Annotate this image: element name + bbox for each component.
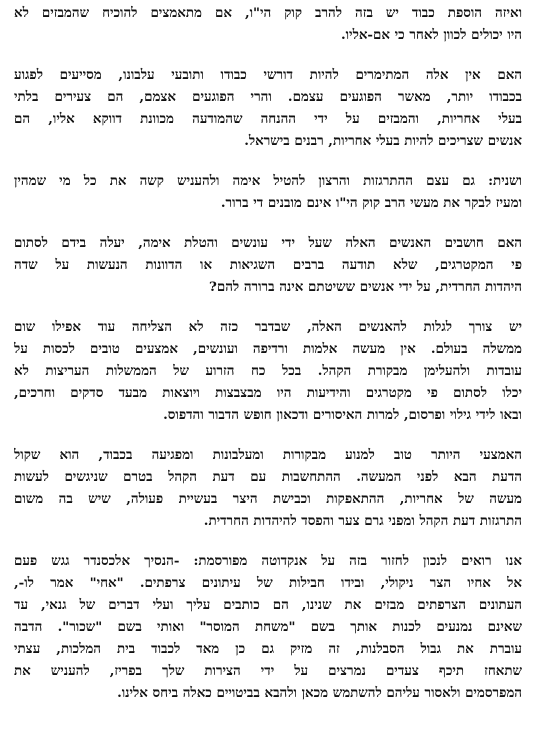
text-line: יש צורך לגלות להאנשים האלה, שבדבר כזה לא הצליחה עוד אפילו שום xyxy=(14,319,522,335)
text-line: פי המקטרגים, שלא תודעה ברבים השגיאות או הדוונות הנעשות על שדה xyxy=(14,257,522,273)
text-line: האם אין אלה המתימרים להיות דורשי כבודו ותובעי עלבונו, מסייעים לפגוע xyxy=(14,67,522,83)
text-line: בכבודו יותר, מאשר הפוגעים עצמם. והרי הפוגעים אצמם, הם צעירים בלתי xyxy=(14,89,522,105)
text-line: התרגזות דעת הקהל ומפני גרם צער והפסד להיהדות החרדית. xyxy=(203,513,522,529)
text-line: ואיזה הוספת כבוד יש בזה להרב קוק הי"ו, אם מתאמצים להוכיח שהמבזים לא xyxy=(14,5,522,21)
text-line: אל אחיו הצר ניקולי, ובידו חבילות של עיתונים צרפתים. "אחי" אמר לו-, xyxy=(14,575,522,591)
text-line: בעלי אחריות, והמבזים על ידי ההנחה שהמודעה מכוונת דווקא אליו, הם xyxy=(14,111,522,127)
text-line: ושנית: גם עצם ההתרגזות והרצון להטיל אימה ולהעניש קשה את כל מי שמהין xyxy=(14,173,522,189)
paragraph-4 xyxy=(14,232,522,298)
text-line: שתאחז תיכף צעדים נמרצים על ידי הצירות שלך בפריז, להעניש את xyxy=(14,663,522,679)
text-line: האם חושבים האנשים האלה שעל ידי עונשים והטלת אימה, יעלה בידם לסתום xyxy=(14,235,522,251)
text-line: היהדות החרדית, על ידי אנשים ששיטתם אינה ברורה להם? xyxy=(209,279,522,295)
text-line: מעשה של אחריות, ההתאפקות וכבישת היצר בעשיית פעולה, שיש בה משום xyxy=(14,491,522,507)
text-line: עובדות ולהעלימן מבקורת הקהל. בכל כח הזרוע של הממשלות העריצות לא xyxy=(14,363,522,379)
paragraph-7 xyxy=(14,550,522,704)
text-line: ומעיז לבקר את מעשי הרב קוק הי"ו אינם מובנים די ברור. xyxy=(220,195,522,211)
text-line: ובאו לידי גילוי ופרסום, למרות האיסורים ודכאון חופש הדבור והדפוס. xyxy=(163,407,522,423)
text-line: יכלו לסתום פי מקטרגים והידיעות היו מבצבצות ויוצאות מבעד סדקים וחרכים, xyxy=(14,385,522,401)
paragraph-1 xyxy=(14,2,522,46)
text-line: היו יכולים לכוון לאחר כי אם-אליו. xyxy=(340,27,522,43)
paragraph-3 xyxy=(14,170,522,214)
text-line: העתונים הצרפתים מבזים את שנינו, הם כותבים עליך ועלי דברים של גנאי, עד xyxy=(14,597,522,613)
text-line: המפרסמים ולאסור עליהם להשתמש מכאן ולהבא בביטויים כאלה ביחס אלינו. xyxy=(117,685,522,701)
paragraph-6 xyxy=(14,444,522,532)
paragraph-2 xyxy=(14,64,522,152)
text-line: האמצעי היותר טוב למנוע מבקורות ומעלבונות ומפגיעה בכבוד, הוא שקול xyxy=(14,447,522,463)
text-line: אנשים שצריכים להיות בעלי אחריות, רבנים בישראל. xyxy=(244,133,522,149)
paragraph-5 xyxy=(14,316,522,426)
text-line: הדעת הבא לפני המעשה. ההתחשבות עם דעת הקהל בטרם שניגשים לעשות xyxy=(14,469,522,485)
text-line: ממשלה בעולם. אין מעשה אלמות ורדיפה ועונשים, אמצעים טובים לכסות על xyxy=(14,341,522,357)
text-line: עוברת את גבול הסבלנות, זה מזיק גם כן מאד לכבוד בית המלכות, עצתי xyxy=(14,641,522,657)
document-page xyxy=(14,2,522,722)
text-line: אנו רואים לנכון לחזור בזה על אנקדוטה מפורסמת: -הנסיך אלכסנדר גגש פעם xyxy=(14,553,522,569)
text-line: שאינם נמנעים לכנות אותך בשם "משחת המוסר" ואותי בשם "שכור". הדבה xyxy=(14,619,522,635)
